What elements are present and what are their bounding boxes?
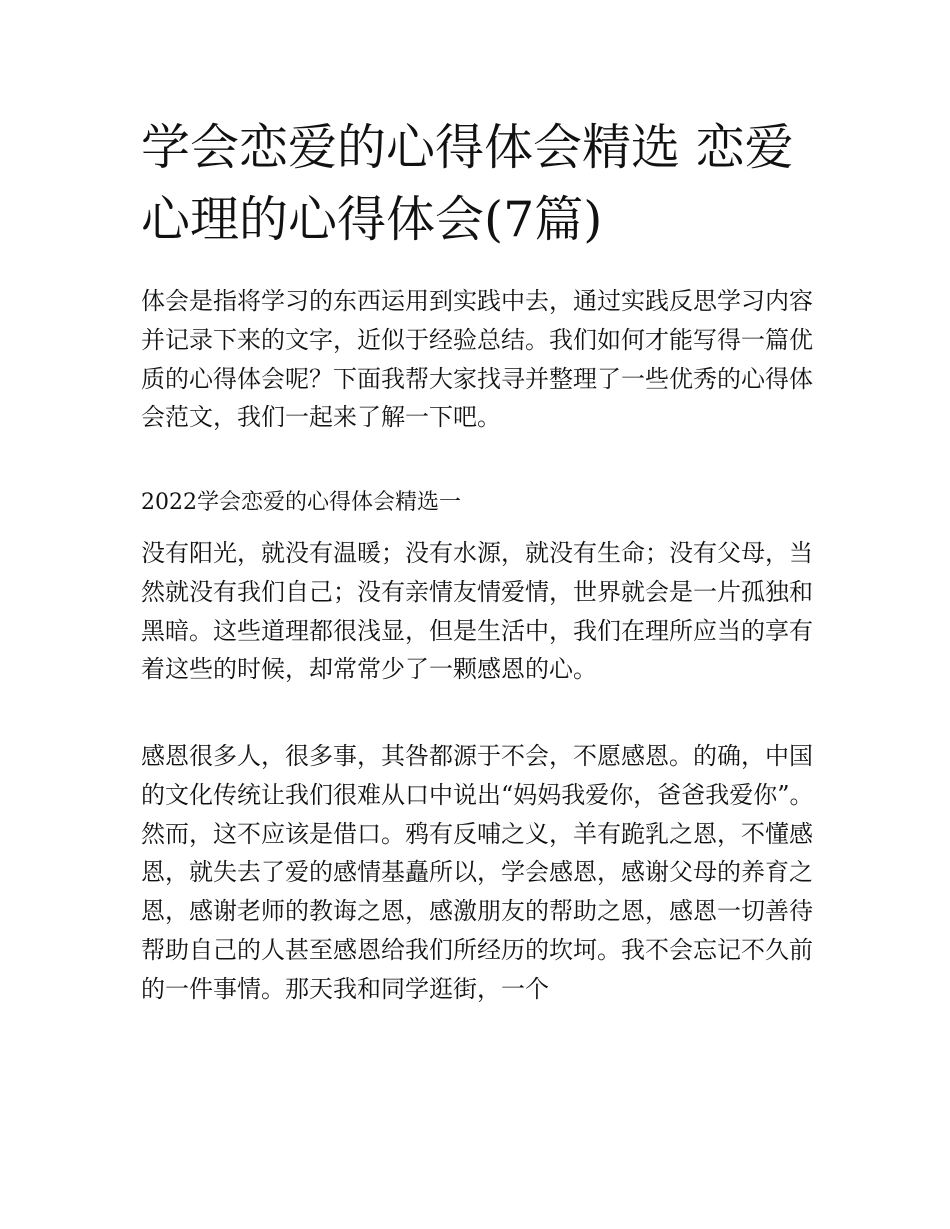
section-heading: 2022学会恋爱的心得体会精选一 <box>141 490 461 515</box>
body-paragraph-2: 感恩很多人，很多事，其咎都源于不会，不愿感恩。的确，中国的文化传统让我们很难从口中说出“妈妈我爱你，爸爸我爱你”。然而，这不应该是借口。鸦有反哺之义，羊有跪乳之恩，不懂感恩，就失去了爱的感情基矗所以，学会感恩，感谢父母的养育之恩，感谢老师的教诲之恩，感激朋友的帮助之恩，感恩一切善待帮助自己的人甚至感恩给我们所经历的坎坷。我不会忘记不久前的一件事情。那天我和同学逛街，一个 <box>141 742 814 1003</box>
intro-paragraph: 体会是指将学习的东西运用到实践中去，通过实践反思学习内容并记录下来的文字，近似于经验总结。我们如何才能写得一篇优质的心得体会呢？下面我帮大家找寻并整理了一些优秀的心得体会范文，我们一起来了解一下吧。 <box>141 287 813 432</box>
body-paragraph-1: 没有阳光，就没有温暖；没有水源，就没有生命；没有父母，当然就没有我们自己；没有亲情友情爱情，世界就会是一片孤独和黑暗。这些道理都很浅显，但是生活中，我们在理所应当的享有着这些的时候，却常常少了一颗感恩的心。 <box>141 539 813 684</box>
document-title: 学会恋爱的心得体会精选 恋爱心理的心得体会(7篇) <box>141 119 794 248</box>
